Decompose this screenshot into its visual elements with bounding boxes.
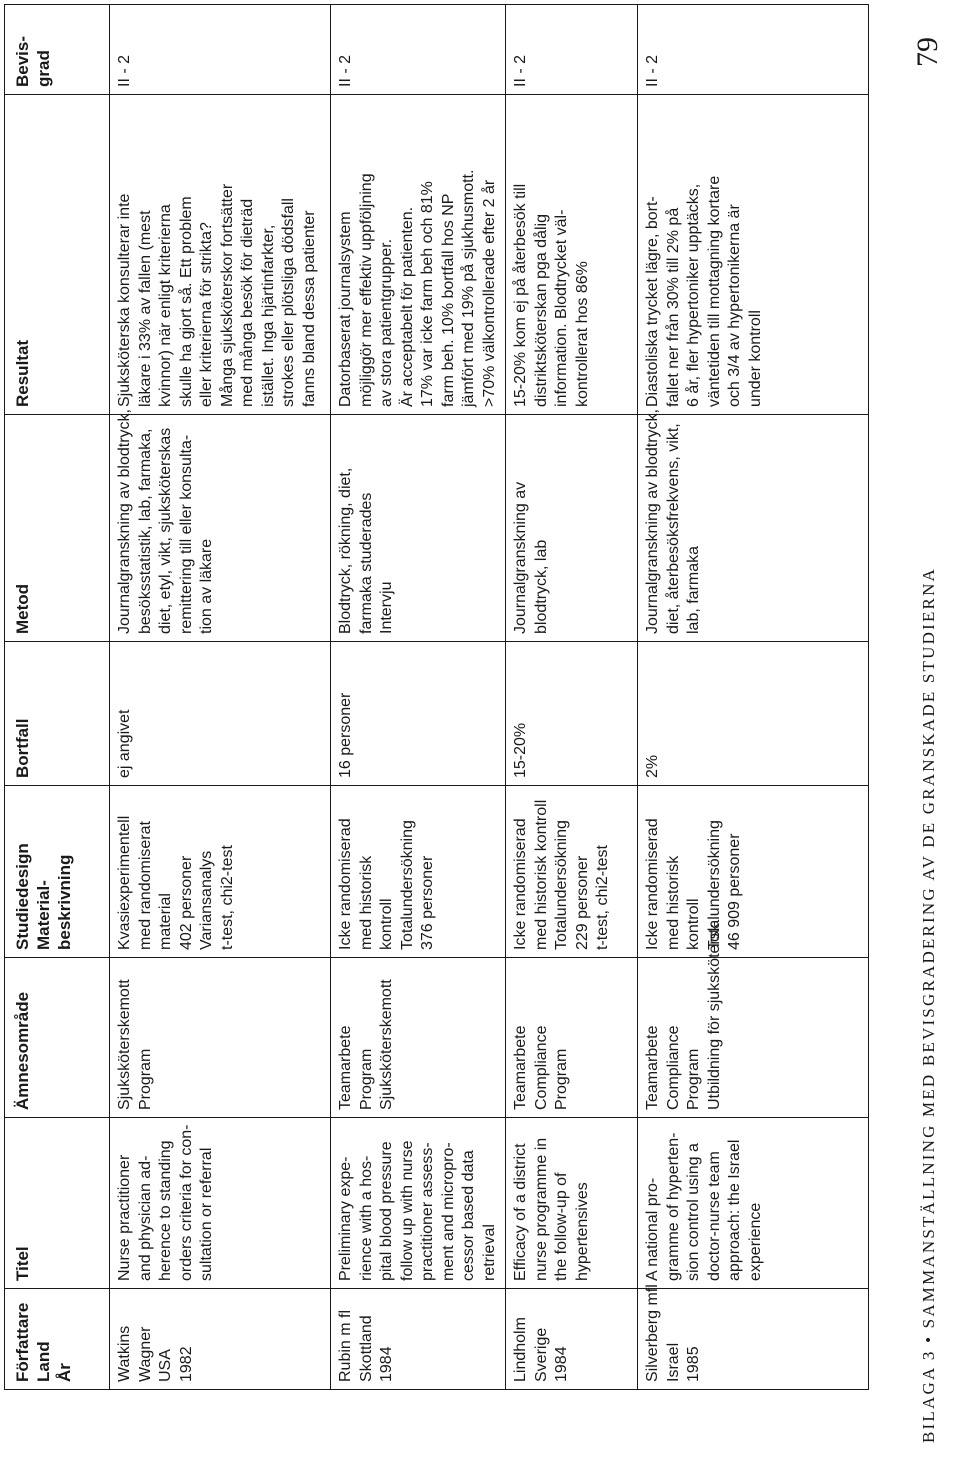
cell-line: och 3/4 av hypertonikerna är xyxy=(726,204,743,407)
cell-line: med många besök för dieträd xyxy=(239,198,256,407)
cell-line: retrieval xyxy=(480,1224,498,1281)
cell-line: med historisk xyxy=(664,855,682,950)
cell-line: Journalgranskning av xyxy=(512,481,529,634)
header-evidence xyxy=(5,5,110,95)
result-cell xyxy=(506,95,638,415)
method-cell xyxy=(110,408,331,642)
cell-line: information. Blodtrycket väl- xyxy=(553,209,570,407)
cell-line: Totalundersökning xyxy=(398,820,416,950)
dropout-cell xyxy=(331,642,506,786)
cell-line: follow up with nurse xyxy=(398,1140,416,1281)
header-line: År xyxy=(55,1363,74,1382)
cell-line: Många sjuksköterskor fortsätter xyxy=(218,183,236,407)
cell-line: 1985 xyxy=(685,1346,702,1382)
cell-line: 46 909 personer xyxy=(726,833,743,950)
cell-line: Sjuksköterskemott xyxy=(378,979,395,1110)
cell-line: Datorbaserat journalsystem xyxy=(337,211,354,407)
cell-line: 1984 xyxy=(378,1346,395,1382)
cell-line: skulle ha gjort så. Ett problem xyxy=(177,196,195,407)
cell-line: kvinnor) när enligt kriterierna xyxy=(157,204,174,407)
footer-text: BILAGA 3 • SAMMANSTÄLLNING MED BEVISGRADERING AV DE GRANSKADE STUDIERNA xyxy=(919,566,938,1443)
cell-line: Nurse practitioner xyxy=(116,1154,133,1281)
page-number: 79 xyxy=(911,37,944,67)
cell-line: Kvasiexperimentell xyxy=(116,815,133,950)
result-cell xyxy=(110,95,331,415)
author-cell xyxy=(638,1284,869,1390)
cell-line: Lindholm xyxy=(512,1317,529,1382)
cell-line: kontrollerat hos 86% xyxy=(573,261,591,407)
cell-line: med historisk kontroll xyxy=(532,799,550,950)
cell-line: 376 personer xyxy=(419,855,436,950)
cell-line: Blodtryck, rökning, diet, xyxy=(337,467,354,634)
cell-line: II - 2 xyxy=(512,54,529,87)
cell-line: cessor based data xyxy=(460,1150,477,1281)
cell-line: Silverberg mfl xyxy=(644,1284,661,1382)
method-cell xyxy=(506,415,638,642)
cell-line: 402 personer xyxy=(177,855,195,950)
design-cell xyxy=(110,786,331,958)
cell-line: Compliance xyxy=(664,1025,682,1110)
cell-line: Wagner xyxy=(136,1326,154,1382)
header-subject xyxy=(5,958,110,1118)
header-line: Material- xyxy=(34,880,53,950)
cell-line: av stora patientgrupper. xyxy=(378,238,395,407)
page-footer xyxy=(905,0,955,1457)
cell-line: and physician ad- xyxy=(136,1155,154,1281)
cell-line: orders criteria for con- xyxy=(177,1124,195,1281)
cell-line: 1982 xyxy=(177,1346,195,1382)
cell-line: II - 2 xyxy=(337,54,354,87)
cell-line: Totalundersökning xyxy=(705,820,723,950)
cell-line: väntetiden till mottagning kortare xyxy=(705,175,723,407)
cell-line: practitioner assess- xyxy=(419,1142,436,1281)
result-cell xyxy=(638,95,869,415)
cell-line: Journalgranskning av blodtryck, xyxy=(116,408,133,634)
cell-line: fallet ner från 30% till 2% på xyxy=(664,207,682,407)
cell-line: Utbildning för sjukskötersk xyxy=(705,923,723,1110)
cell-line: Diastoliska trycket lägre, bort- xyxy=(644,196,661,407)
cell-line: Skottland xyxy=(357,1315,375,1382)
cell-line: diet, återbesöksfrekvens, vikt, xyxy=(664,423,682,634)
cell-line: Icke randomiserad xyxy=(337,818,354,950)
author-cell xyxy=(331,1289,506,1390)
cell-line: approach: the Israel xyxy=(726,1139,743,1281)
evidence-cell xyxy=(638,5,869,95)
author-cell xyxy=(110,1289,331,1390)
cell-line: Program xyxy=(136,1048,154,1110)
cell-line: 15-20% kom ej på återbesök till xyxy=(512,183,529,407)
table-row xyxy=(110,5,331,1390)
cell-line: Totalundersökning xyxy=(553,820,570,950)
cell-line: lab, farmaka xyxy=(685,545,702,634)
table-row xyxy=(331,5,506,1390)
cell-line: material xyxy=(157,893,174,950)
cell-line: Är acceptabelt för patienten. xyxy=(398,206,416,407)
header-line: Titel xyxy=(13,1246,32,1281)
cell-line: hypertensives xyxy=(573,1182,591,1281)
cell-line: distriktsköterskan pga dålig xyxy=(532,214,550,407)
table-row xyxy=(506,5,638,1390)
cell-line: the follow-up of xyxy=(553,1172,570,1281)
table-row xyxy=(638,5,869,1390)
cell-line: Watkins xyxy=(116,1325,133,1382)
cell-line: nurse programme in xyxy=(532,1137,550,1281)
cell-line: 16 personer xyxy=(337,692,354,778)
header-method xyxy=(5,415,110,642)
cell-line: Sjuksköterska konsulterar inte xyxy=(116,193,133,407)
study-summary-table xyxy=(4,4,869,1390)
cell-line: möjliggör mer effektiv uppföljning xyxy=(357,173,375,407)
cell-line: sultation or referral xyxy=(198,1147,215,1281)
cell-line: 2% xyxy=(644,754,661,778)
cell-line: sion control using a xyxy=(685,1143,702,1281)
cell-line: Teamarbete xyxy=(512,1025,529,1110)
cell-line: Journalgranskning av blodtryck, xyxy=(644,408,661,634)
cell-line: A national pro- xyxy=(644,1177,661,1281)
cell-line: läkare i 33% av fallen (mest xyxy=(136,210,154,407)
cell-line: Compliance xyxy=(532,1025,550,1110)
cell-line: Variansanalys xyxy=(198,850,215,950)
cell-line: >70% välkontrollerade efter 2 år xyxy=(480,179,498,407)
header-author xyxy=(5,1289,110,1390)
cell-line: pital blood pressure xyxy=(378,1141,395,1281)
cell-line: kontroll xyxy=(685,898,702,950)
cell-line: herence to standing xyxy=(157,1140,174,1281)
header-line: Författare xyxy=(13,1302,32,1382)
cell-line: USA xyxy=(157,1349,174,1382)
design-cell xyxy=(638,786,869,958)
cell-line: strokes eller plötsliga dödsfall xyxy=(280,198,297,407)
cell-line: t-test, chi2-test xyxy=(218,845,236,950)
cell-line: Program xyxy=(685,1048,702,1110)
cell-line: Sjuksköterskemott xyxy=(116,979,133,1110)
cell-line: diet, etyl, vikt, sjuksköterskas xyxy=(157,427,174,634)
cell-line: med randomiserat xyxy=(136,821,154,950)
cell-line: Program xyxy=(553,1048,570,1110)
cell-line: 15-20% xyxy=(512,722,529,778)
cell-line: experience xyxy=(746,1202,764,1281)
header-line: Ämnesområde xyxy=(13,991,32,1110)
cell-line: blodtryck, lab xyxy=(532,539,550,634)
cell-line: tion av läkare xyxy=(198,538,215,634)
cell-line: gramme of hyperten- xyxy=(664,1132,682,1281)
subject-cell xyxy=(110,958,331,1118)
cell-line: ej angivet xyxy=(116,709,133,778)
cell-line: kontroll xyxy=(378,898,395,950)
cell-line: Rubin m fl xyxy=(337,1309,354,1382)
header-title xyxy=(5,1118,110,1289)
header-design xyxy=(5,786,110,958)
cell-line: t-test, chi2-test xyxy=(594,845,611,950)
title-cell xyxy=(506,1118,638,1289)
header-result xyxy=(5,95,110,415)
cell-line: II - 2 xyxy=(116,54,133,87)
cell-line: jämfört med 19% på sjukhusmott. xyxy=(460,169,477,407)
cell-line: II - 2 xyxy=(644,54,661,87)
cell-line: eller kriterierna för strikta? xyxy=(198,222,215,407)
cell-line: 17% var icke farm beh och 81% xyxy=(419,181,436,407)
evidence-cell xyxy=(506,5,638,95)
header-row xyxy=(5,5,110,1390)
author-cell xyxy=(506,1289,638,1390)
cell-line: farmaka studerades xyxy=(357,492,375,634)
design-cell xyxy=(506,786,638,958)
cell-line: Sverige xyxy=(532,1327,550,1382)
cell-line: Teamarbete xyxy=(644,1025,661,1110)
rotated-table-region xyxy=(4,5,847,1390)
dropout-cell xyxy=(638,642,869,786)
design-cell xyxy=(331,786,506,958)
cell-line: fanns bland dessa patienter xyxy=(300,210,318,407)
header-line: Resultat xyxy=(13,339,32,407)
cell-line: ment and micropro- xyxy=(439,1142,457,1281)
cell-line: Israel xyxy=(664,1342,682,1382)
result-cell xyxy=(331,95,506,415)
cell-line: Icke randomiserad xyxy=(512,818,529,950)
header-line: Metod xyxy=(13,583,32,634)
cell-line: under kontroll xyxy=(746,310,764,407)
header-line: Bortfall xyxy=(13,718,32,778)
cell-line: 229 personer xyxy=(573,855,591,950)
cell-line: Icke randomiserad xyxy=(644,818,661,950)
method-cell xyxy=(331,415,506,642)
header-line: Studiedesign xyxy=(13,843,32,950)
cell-line: Efficacy of a district xyxy=(512,1143,529,1281)
subject-cell xyxy=(331,958,506,1118)
dropout-cell xyxy=(506,642,638,786)
subject-cell xyxy=(506,958,638,1118)
cell-line: remittering till eller konsulta- xyxy=(177,434,195,634)
cell-line: Teamarbete xyxy=(337,1025,354,1110)
cell-line: med historisk xyxy=(357,855,375,950)
header-line: Bevis- xyxy=(13,35,32,87)
header-line: Land xyxy=(34,1341,53,1382)
cell-line: istället. Inga hjärtinfarkter, xyxy=(259,224,277,407)
cell-line: 6 år, fler hypertoniker upptäcks, xyxy=(685,183,702,407)
cell-line: besöksstatistik, lab, farmaka, xyxy=(136,428,154,634)
header-line: beskrivning xyxy=(55,854,74,950)
header-dropout xyxy=(5,642,110,786)
cell-line: 1984 xyxy=(553,1346,570,1382)
cell-line: Intervju xyxy=(378,581,395,634)
cell-line: Preliminary expe- xyxy=(337,1156,354,1281)
cell-line: doctor-nurse team xyxy=(705,1151,723,1281)
title-cell xyxy=(331,1118,506,1289)
dropout-cell xyxy=(110,642,331,786)
evidence-cell xyxy=(331,5,506,95)
cell-line: rience with a hos- xyxy=(357,1155,375,1281)
header-line: grad xyxy=(34,50,53,87)
title-cell xyxy=(110,1118,331,1289)
method-cell xyxy=(638,408,869,642)
cell-line: farm beh. 10% bortfall hos NP xyxy=(439,193,457,407)
cell-line: Program xyxy=(357,1048,375,1110)
evidence-cell xyxy=(110,5,331,95)
title-cell xyxy=(638,1118,869,1289)
